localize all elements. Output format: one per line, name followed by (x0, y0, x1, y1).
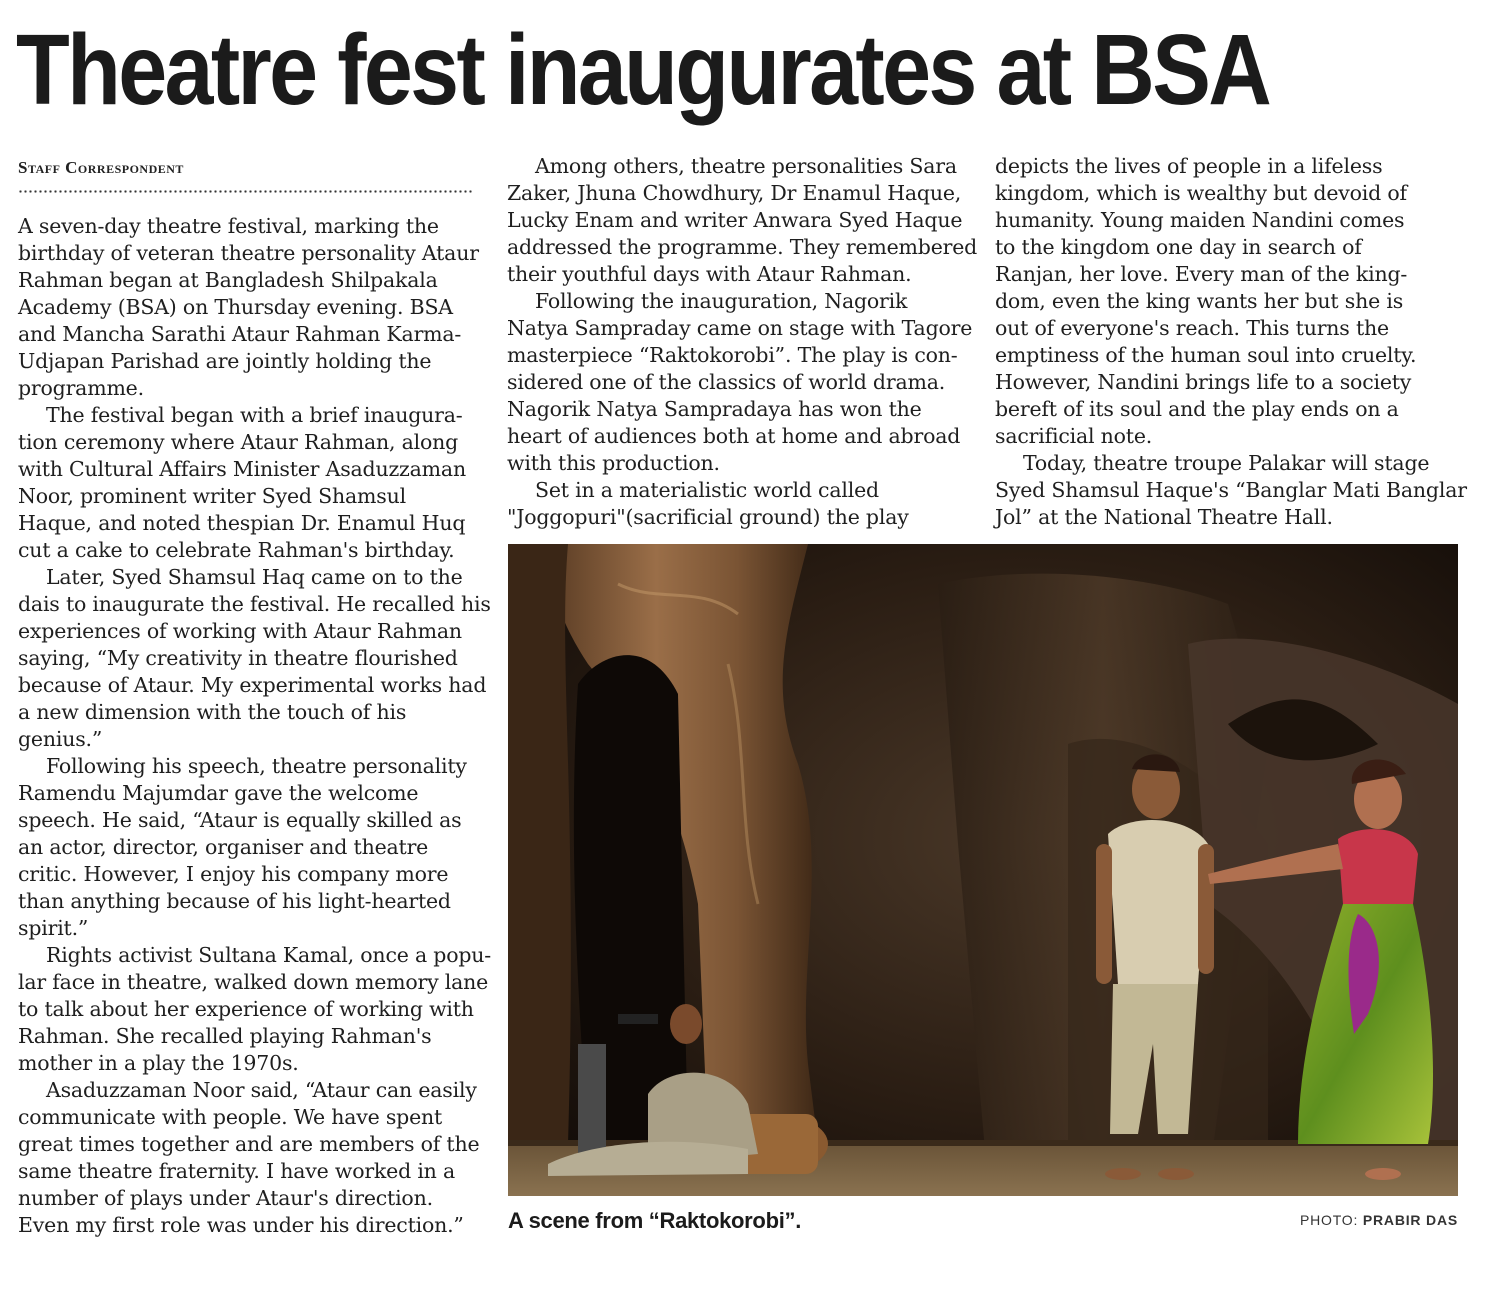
photo-caption: A scene from “Raktokorobi”. (508, 1208, 802, 1233)
article-column-1 (18, 213, 492, 1239)
text-line: emptiness of the human soul into cruelty. (995, 343, 1417, 367)
text-line: a new dimension with the touch of his (18, 700, 407, 724)
text-line: addressed the programme. They remembered (507, 235, 978, 259)
text-line: cut a cake to celebrate Rahman's birthday. (18, 538, 455, 562)
article-column-3 (995, 153, 1467, 531)
text-line: out of everyone's reach. This turns the (995, 316, 1389, 340)
text-line: humanity. Young maiden Nandini comes (995, 208, 1405, 232)
text-line: Noor, prominent writer Syed Shamsul (18, 484, 406, 508)
text-line: Natya Sampraday came on stage with Tagore (507, 316, 973, 340)
text-line: The festival began with a brief inaugura- (46, 403, 463, 427)
text-line: lar face in theatre, walked down memory lane (18, 970, 489, 994)
text-line: to the kingdom one day in search of (995, 235, 1362, 259)
byline-divider (18, 190, 474, 193)
text-line: Haque, and noted thespian Dr. Enamul Huq (18, 511, 466, 535)
text-line: Lucky Enam and writer Anwara Syed Haque (507, 208, 963, 232)
headline: Theatre fest inaugurates at BSA (16, 14, 1270, 126)
text-line: Jol” at the National Theatre Hall. (995, 505, 1333, 529)
text-line: Following the inauguration, Nagorik (535, 289, 908, 313)
text-line: Nagorik Natya Sampradaya has won the (507, 397, 922, 421)
text-line: same theatre fraternity. I have worked in a (18, 1159, 456, 1183)
text-line: with Cultural Affairs Minister Asaduzzaman (18, 457, 466, 481)
photo-credit-name: PRABIR DAS (1362, 1212, 1458, 1228)
text-line: kingdom, which is wealthy but devoid of (995, 181, 1407, 205)
text-line: Asaduzzaman Noor said, “Ataur can easily (46, 1078, 477, 1102)
text-line: Rights activist Sultana Kamal, once a popu- (46, 943, 492, 967)
text-line: masterpiece “Raktokorobi”. The play is con- (507, 343, 958, 367)
text-line: Following his speech, theatre personality (46, 754, 467, 778)
text-line: saying, “My creativity in theatre flourished (18, 646, 458, 670)
text-line: depicts the lives of people in a lifeless (995, 154, 1383, 178)
text-line: communicate with people. We have spent (18, 1105, 443, 1129)
text-line: dom, even the king wants her but she is (995, 289, 1404, 313)
text-line: spirit.” (18, 916, 89, 940)
text-line: Today, theatre troupe Palakar will stage (1023, 451, 1430, 475)
text-line: because of Ataur. My experimental works had (18, 673, 487, 697)
text-line: dais to inaugurate the festival. He recalled his (18, 592, 491, 616)
text-line: mother in a play the 1970s. (18, 1051, 299, 1075)
text-line: Ramendu Majumdar gave the welcome (18, 781, 419, 805)
photo-credit-label: PHOTO: (1299, 1212, 1359, 1228)
text-line: heart of audiences both at home and abroad (507, 424, 961, 448)
text-line: experiences of working with Ataur Rahman (18, 619, 462, 643)
text-line: Ranjan, her love. Every man of the king- (995, 262, 1408, 286)
text-line: tion ceremony where Ataur Rahman, along (18, 430, 459, 454)
text-line: programme. (18, 376, 144, 400)
text-line: number of plays under Ataur's direction. (18, 1186, 433, 1210)
text-line: birthday of veteran theatre personality Ataur (18, 241, 479, 265)
text-line: their youthful days with Ataur Rahman. (507, 262, 912, 286)
text-line: sidered one of the classics of world drama. (507, 370, 946, 394)
text-line: A seven-day theatre festival, marking the (18, 214, 439, 238)
text-line: bereft of its soul and the play ends on a (995, 397, 1399, 421)
text-line: genius.” (18, 727, 103, 751)
tree-prop (508, 544, 818, 1144)
text-line: Later, Syed Shamsul Haq came on to the (46, 565, 463, 589)
text-line: Syed Shamsul Haque's “Banglar Mati Banglar (995, 478, 1467, 502)
byline: Staff Correspondent (18, 158, 184, 177)
article-column-2 (507, 153, 978, 531)
text-line: Set in a materialistic world called (535, 478, 879, 502)
text-line: Academy (BSA) on Thursday evening. BSA (18, 295, 453, 319)
text-line: Among others, theatre personalities Sara (535, 154, 957, 178)
text-line: and Mancha Sarathi Ataur Rahman Karma- (18, 322, 462, 346)
text-line: Rahman began at Bangladesh Shilpakala (18, 268, 438, 292)
text-line: Even my first role was under his direction.” (18, 1213, 464, 1237)
text-line: an actor, director, organiser and theatre (18, 835, 429, 859)
text-line: sacrificial note. (995, 424, 1153, 448)
text-line: Zaker, Jhuna Chowdhury, Dr Enamul Haque, (507, 181, 962, 205)
text-line: critic. However, I enjoy his company more (18, 862, 449, 886)
text-line: than anything because of his light-hearted (18, 889, 451, 913)
text-line: speech. He said, “Ataur is equally skilled as (18, 808, 462, 832)
text-line: Rahman. She recalled playing Rahman's (18, 1024, 432, 1048)
stage-photo (508, 544, 1458, 1196)
photo-credit (1300, 1212, 1458, 1228)
text-line: to talk about her experience of working with (18, 997, 474, 1021)
text-line: great times together and are members of the (18, 1132, 480, 1156)
text-line: "Joggopuri"(sacrificial ground) the play (507, 505, 909, 529)
text-line: However, Nandini brings life to a society (995, 370, 1412, 394)
text-line: with this production. (507, 451, 720, 475)
text-line: Udjapan Parishad are jointly holding the (18, 349, 432, 373)
